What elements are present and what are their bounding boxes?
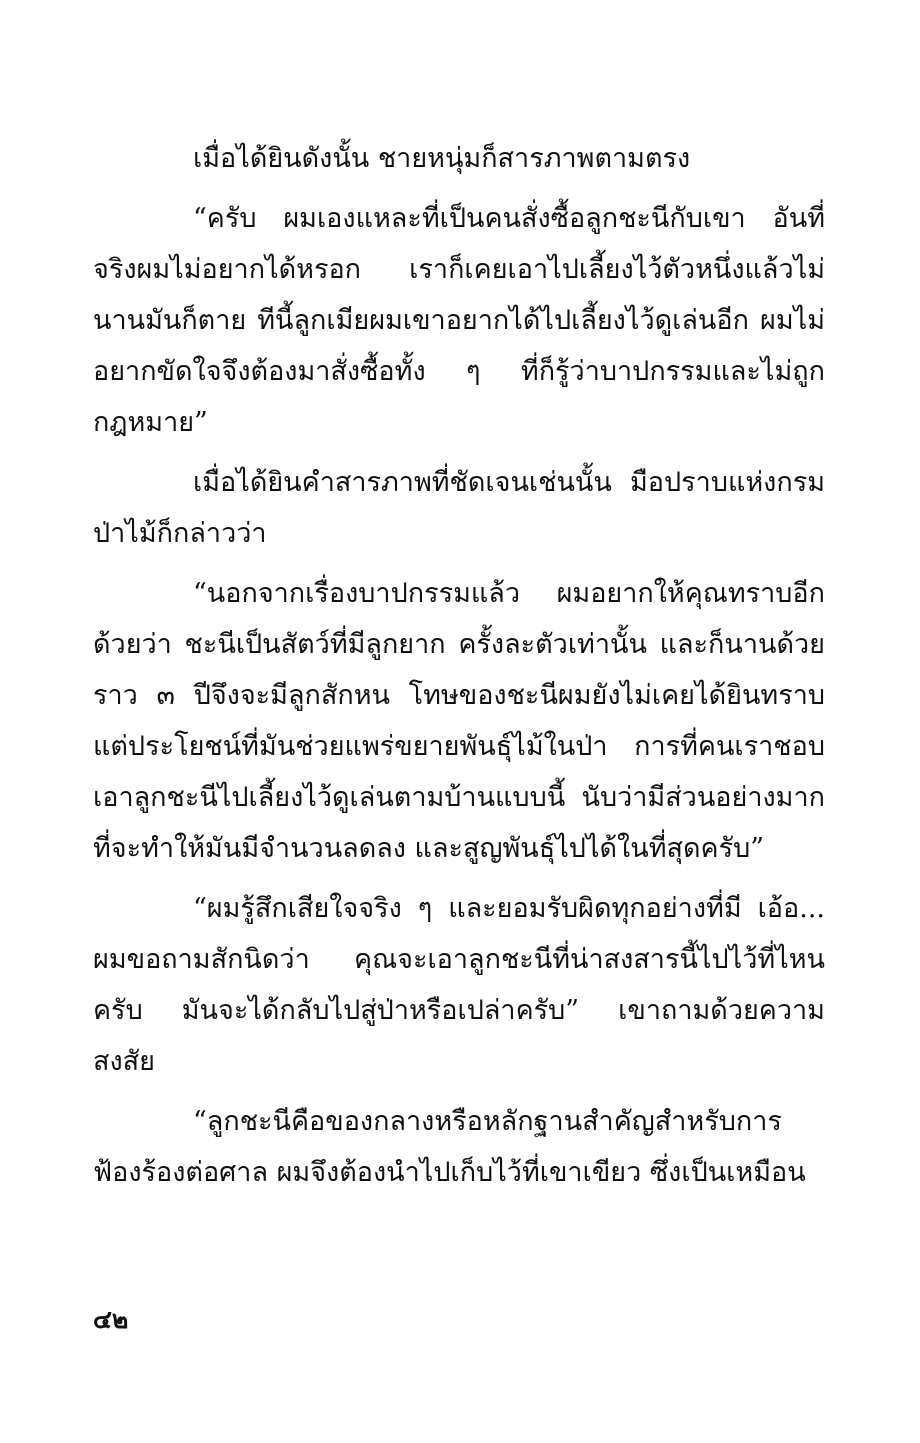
paragraph-1: เมื่อได้ยินดังนั้น ชายหนุ่มก็สารภาพตามตรง (193, 143, 691, 174)
paragraph-3: เมื่อได้ยินคำสารภาพที่ชัดเจนเช่นนั้น มือปราบแห่งกรมป่าไม้ก็กล่าวว่า (93, 467, 825, 549)
paragraph-6: “ลูกชะนีคือของกลางหรือหลักฐานสำคัญสำหรับการฟ้องร้องต่อศาล ผมจึงต้องนำไปเก็บไว้ที่เขาเขียว ซึ่งเป็นเหมือน (93, 1106, 806, 1188)
body-text (93, 133, 825, 1198)
paragraph-5: “ผมรู้สึกเสียใจจริง ๆ และยอมรับผิดทุกอย่างที่มี เอ้อ... ผมขอถามสักนิดว่า คุณจะเอาลูกชะนีที่น่าสงสารนี้ไปไว้ที่ไหนครับ มันจะได้กลับไปสู่ป่าหรือเปล่าครับ” เขาถามด้วยความสงสัย (93, 893, 825, 1077)
page-number: ๔๒ (93, 1305, 129, 1334)
paragraph-2: “ครับ ผมเองแหละที่เป็นคนสั่งซื้อลูกชะนีกับเขา อันที่จริงผมไม่อยากได้หรอก เราก็เคยเอาไปเลี้ยงไว้ตัวหนึ่งแล้วไม่นานมันก็ตาย ทีนี้ลูกเมียผมเขาอยากได้ไปเลี้ยงไว้ดูเล่นอีก ผมไม่อยากขัดใจจึงต้องมาสั่งซื้อทั้ง ๆ ที่ก็รู้ว่าบาปกรรมและไม่ถูกกฎหมาย” (93, 203, 825, 438)
paragraph-4: “นอกจากเรื่องบาปกรรมแล้ว ผมอยากให้คุณทราบอีกด้วยว่า ชะนีเป็นสัตว์ที่มีลูกยาก ครั้งละตัวเท่านั้น และก็นานด้วย ราว ๓ ปีจึงจะมีลูกสักหน โทษของชะนีผมยังไม่เคยได้ยินทราบแต่ประโยชน์ที่มันช่วยแพร่ขยายพันธุ์ไม้ในป่า การที่คนเราชอบเอาลูกชะนีไปเลี้ยงไว้ดูเล่นตามบ้านแบบนี้ นับว่ามีส่วนอย่างมากที่จะทำให้มันมีจำนวนลดลง และสูญพันธุ์ไปได้ในที่สุดครับ” (93, 578, 825, 864)
